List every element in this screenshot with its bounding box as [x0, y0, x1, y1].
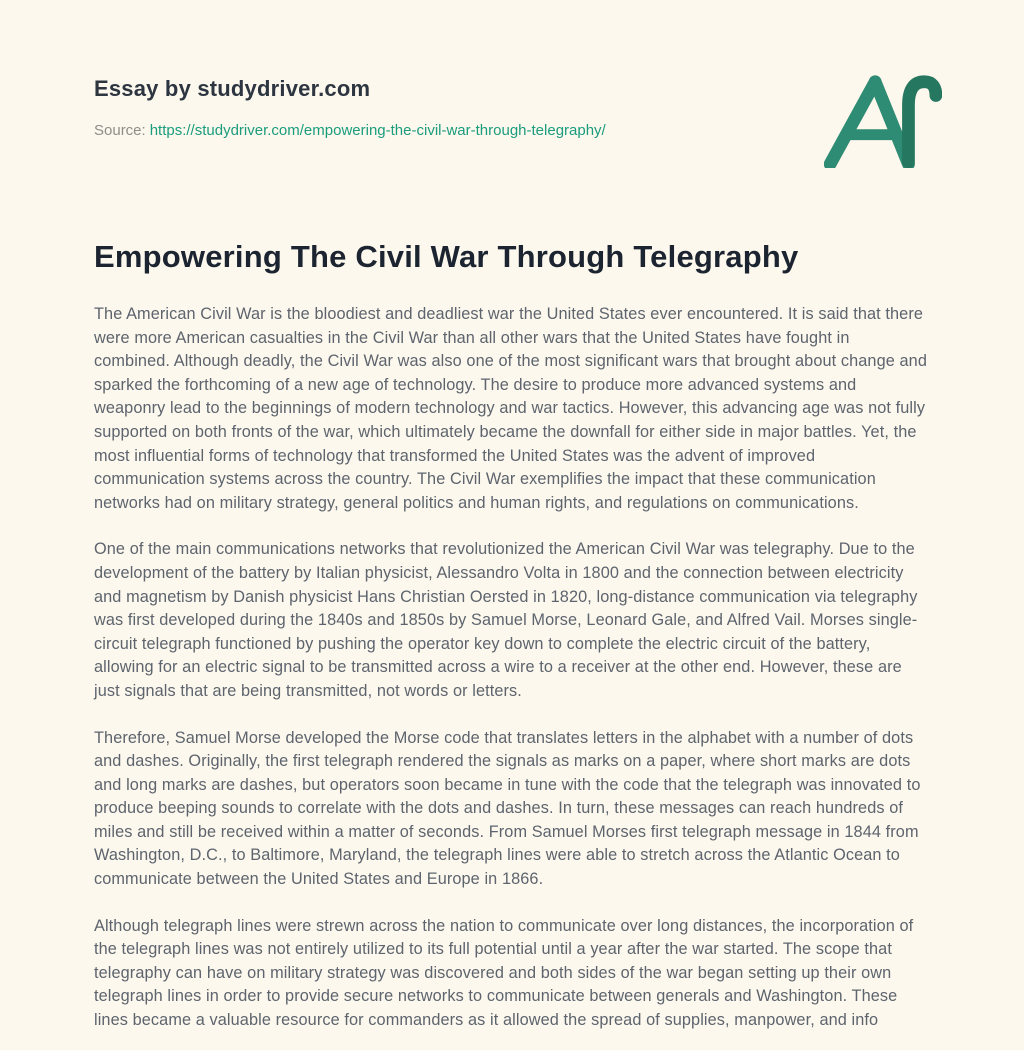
paragraph-2: One of the main communications networks that revolutionized the American Civil War was telegraphy. Due to the development of the battery by Italian physicist, Alessandro Volta in 1800 and the connection between electricity and magnetism by Danish physicist Hans Christian Oersted in 1820, long-distance communication via telegraphy was first developed during the 1840s and 1850s by Samuel Morse, Leonard Gale, and Alfred Vail. Morses single-circuit telegraph functioned by pushing the operator key down to complete the electric circuit of the battery, allowing for an electric signal to be transmitted across a wire to a receiver at the other end. However, these are just signals that are being transmitted, not words or letters.	[94, 540, 918, 700]
paragraph-4: Although telegraph lines were strewn across the nation to communicate over long distances, the incorporation of the telegraph lines was not entirely utilized to its full potential until a year after the war started. The scope that telegraphy can have on military strategy was discovered and both sides of the war began setting up their own telegraph lines in order to provide secure networks to communicate between generals and Washington. These lines became a valuable resource for commanders as it allowed the spread of supplies, manpower, and info	[94, 916, 914, 1030]
article-body	[94, 303, 930, 1033]
paragraph-1: The American Civil War is the bloodiest and deadliest war the United States ever encountered. It is said that there were more American casualties in the Civil War than all other wars that the United States have fought in combined. Although deadly, the Civil War was also one of the most significant wars that brought about change and sparked the forthcoming of a new age of technology. The desire to produce more advanced systems and weaponry lead to the beginnings of modern technology and war tactics. However, this advancing age was not fully supported on both fronts of the war, which ultimately became the downfall for either side in major battles. Yet, the most influential forms of technology that transformed the United States was the advent of improved communication systems across the country. The Civil War exemplifies the impact that these communication networks had on military strategy, general politics and human rights, and regulations on communications.	[94, 305, 927, 512]
paragraph-3: Therefore, Samuel Morse developed the Morse code that translates letters in the alphabet with a number of dots and dashes. Originally, the first telegraph rendered the signals as marks on a paper, where short marks are dots and long marks are dashes, but operators soon became in tune with the code that the telegraph was innovated to produce beeping sounds to correlate with the dots and dashes. In turn, these messages can reach hundreds of miles and still be received within a matter of seconds. From Samuel Morses first telegraph message in 1844 from Washington, D.C., to Baltimore, Maryland, the telegraph lines were able to stretch across the Atlantic Ocean to communicate between the United States and Europe in 1866.	[94, 728, 921, 889]
essay-byline: Essay by studydriver.com	[94, 76, 371, 101]
source-line	[94, 122, 930, 139]
studydriver-logo-icon	[824, 72, 942, 168]
source-label: Source:	[94, 122, 146, 139]
source-url-link[interactable]: https://studydriver.com/empowering-the-civil-war-through-telegraphy/	[149, 122, 606, 139]
article-title: Empowering The Civil War Through Telegraphy	[94, 239, 799, 274]
